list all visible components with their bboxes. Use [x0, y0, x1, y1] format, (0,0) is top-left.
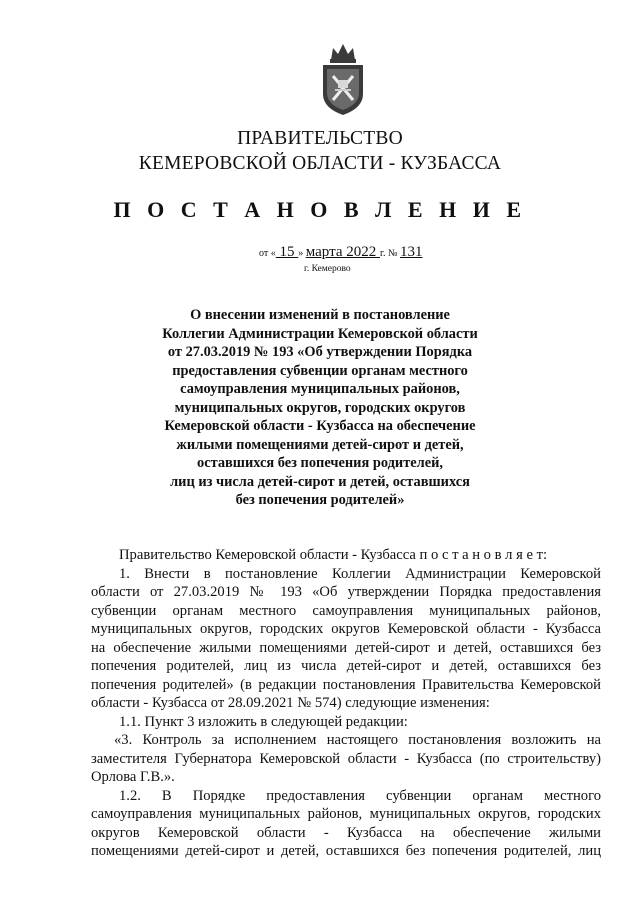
document-type-title: П О С Т А Н О В Л Е Н И Е — [113, 197, 527, 222]
date-day: 15 — [275, 244, 299, 260]
paragraph-1-2-line: помещениями детей-сирот и детей, оставшихся без попечения родителей, лиц — [91, 843, 601, 859]
date-month-year: марта 2022 — [305, 244, 380, 260]
subject-line: жилыми помещениями детей-сирот и детей, — [176, 436, 464, 453]
subject-line: самоуправления муниципальных районов, — [180, 381, 460, 397]
paragraph-1-2-line: самоуправления муниципальных районов, муниципальных округов, городских — [91, 806, 601, 822]
paragraph-1-1: 1.1. Пункт 3 изложить в следующей редакции: — [119, 713, 408, 730]
kemerovo-coat-of-arms-icon — [317, 38, 369, 118]
paragraph-1-line: муниципальных округов, городских округов Кемеровской области - Кузбасса — [91, 621, 601, 637]
subject-line: Коллегии Администрации Кемеровской области — [162, 325, 478, 342]
subject-line: муниципальных округов, городских округов — [174, 399, 466, 416]
paragraph-1-line: субвенции органам местного самоуправления муниципальных районов, — [91, 602, 601, 619]
subject-line: лиц из числа детей-сирот и детей, оставшихся — [170, 473, 470, 490]
document-number: 131 — [400, 244, 423, 260]
subject-line: оставшихся без попечения родителей, — [197, 455, 443, 471]
quote-line: «3. Контроль за исполнением настоящего постановления возложить на — [114, 732, 601, 748]
document-date-number — [259, 244, 423, 261]
subject-line: от 27.03.2019 № 193 «Об утверждении Порядка — [167, 344, 473, 360]
paragraph-1-line: 1. Внести в постановление Коллегии Администрации Кемеровской — [119, 565, 601, 582]
subject-line: О внесении изменений в постановление — [190, 307, 450, 323]
subject-line: Кемеровской области - Кузбасса на обеспечение — [164, 418, 476, 434]
paragraph-1-line: области от 27.03.2019 № 193 «Об утверждении Порядка предоставления — [91, 584, 601, 600]
date-year-suffix: г. № — [380, 248, 401, 259]
org-name-line2: КЕМЕРОВСКОЙ ОБЛАСТИ - КУЗБАССА — [138, 153, 502, 174]
paragraph-1-line: на обеспечение жилыми помещениями детей-сирот и детей, оставшихся без — [91, 639, 601, 656]
document-subject — [120, 306, 520, 510]
document-body — [91, 546, 601, 861]
org-name-line1: ПРАВИТЕЛЬСТВО — [237, 128, 403, 149]
date-separator: » — [298, 248, 306, 259]
paragraph-1-line: попечения родителей, лиц из числа детей-сирот и детей, оставшихся без — [91, 658, 601, 674]
quote-line: Орлова Г.В.». — [91, 769, 175, 785]
subject-line: без попечения родителей» — [235, 492, 405, 508]
preamble: Правительство Кемеровской области - Кузбасса п о с т а н о в л я е т: — [119, 547, 548, 563]
paragraph-1-2-line: округов Кемеровской области - Кузбасса на обеспечение жилыми — [91, 824, 601, 841]
paragraph-1-line: области - Кузбасса от 28.09.2021 № 574) следующие изменения: — [91, 695, 490, 711]
paragraph-1-line: попечения родителей» (в редакции постановления Правительства Кемеровской — [91, 676, 601, 693]
quote-line: заместителя Губернатора Кемеровской области - Кузбасса (по строительству) — [91, 750, 601, 767]
date-prefix: от « — [259, 248, 276, 259]
subject-line: предоставления субвенции органам местного — [172, 362, 468, 379]
document-city: г. Кемерово — [304, 264, 351, 274]
paragraph-1-2-line: 1.2. В Порядке предоставления субвенции органам местного — [119, 787, 601, 804]
